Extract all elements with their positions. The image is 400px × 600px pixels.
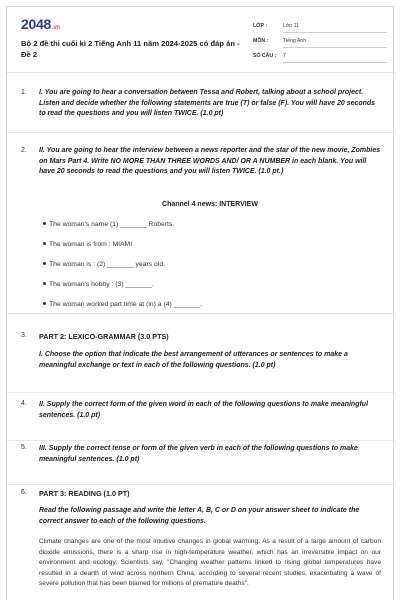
question-number: 2. [21,147,27,154]
question-number: 5. [21,444,27,451]
question-text: Read the following passage and write the letter A, B, C or D on your answer sheet to indicate the correct answer to each of the following questions. [39,507,360,525]
part-heading: PART 3: READING (1.0 PT) [39,489,130,498]
list-item: The woman's hobby : (3) _______. [43,281,154,288]
question-number: 4. [21,400,27,407]
question-text: I. You are going to hear a conversation between Tessa and Robert, talking about a school project. Listen and decide whether the following statements are true (T) or false (F). You will have 20 seconds to read the questions and you will listen TWICE. (1.0 pt) [39,89,376,117]
meta-value: Lớp 11 [283,23,387,33]
question-item-4 [7,393,395,441]
list-item: The woman worked part time at (in) a (4) _______. [43,301,202,308]
document-title: Bộ 2 đề thi cuối kì 2 Tiếng Anh 11 năm 2024-2025 có đáp án - Đề 2 [21,39,240,59]
question-text: III. Supply the correct tense or form of the given verb in each of the following questions to make meaningful sentences. (1.0 pt) [39,445,358,463]
question-item-6 [7,485,395,600]
meta-label: SỐ CÂU : [253,53,277,59]
list-item: The woman's name (1) _______ Roberts. [43,221,174,228]
part-heading: PART 2: LEXICO-GRAMMAR (3.0 PTS) [39,332,169,341]
question-text: II. You are going to hear the interview between a news reporter and the star of the new movie, Zombies on Mars Part 4. Write NO MORE THAN THREE WORDS AND/ OR A NUMBER in each blank. You will have 20 seconds to read the questions and you will listen TWICE. (1.0 pt.) [39,147,381,175]
document-page [6,6,394,600]
question-list [7,73,395,600]
meta-label: LỚP : [253,23,268,29]
question-item-1 [7,73,395,133]
reading-passage: Climate changes are one of the most intuitive changes in global warming. As a result of a large amount of carbon dioxide emissions, there is a sharp rise in high-temperature weather, which has an irreversible impact on our environment and ecology. Scientists say, "Changing weather patterns linked to rising global temperatures have resulted in a dearth of wind across northern China, according to several recent studies, exacerbating a wave of severe pollution that has been blamed for millions of premature deaths". [39,538,381,587]
question-item-2 [7,133,395,314]
site-logo[interactable]: 2048.vn [21,16,60,32]
list-item: The woman is from : MIAMI [43,241,132,248]
question-number: 3. [21,332,27,339]
question-text: I. Choose the option that indicate the best arrangement of utterances or sentences to make a meaningful exchange or text in each of the following questions. (1.0 pt) [39,351,348,369]
meta-value: 7 [283,53,387,63]
section-subtitle: Channel 4 news: INTERVIEW [162,201,258,208]
meta-panel [253,7,393,73]
question-number: 1. [21,89,27,96]
list-item: The woman is : (2) _______ years old. [43,261,165,268]
document-header [7,7,395,73]
question-number: 6. [21,489,27,496]
question-item-3 [7,314,395,393]
meta-row-question-count [253,48,389,68]
meta-label: MÔN : [253,38,269,44]
meta-value: Tiếng Anh [283,38,387,48]
question-text: II. Supply the correct form of the given word in each of the following questions to make meaningful sentences. (1.0 pt) [39,401,369,419]
question-item-5 [7,441,395,485]
